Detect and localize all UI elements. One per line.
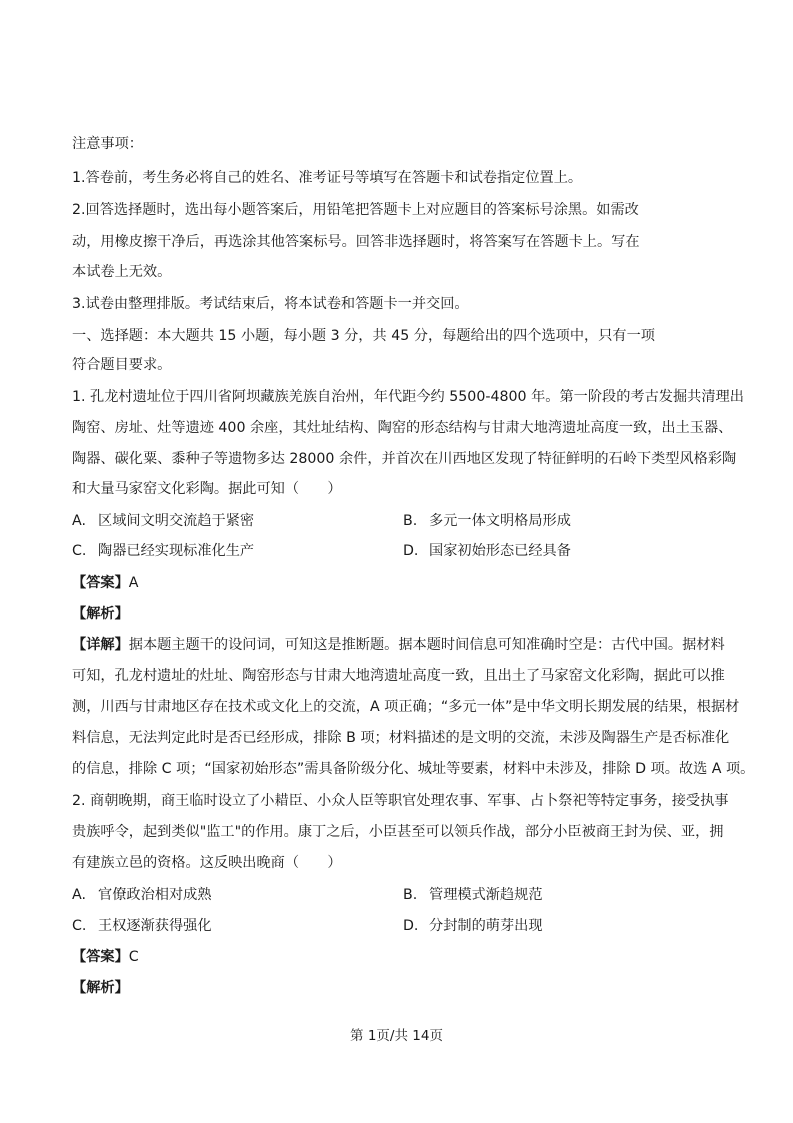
q1-detail (72, 635, 773, 655)
q1-stem: 陶窑、房址、灶等遗迹 400 余座，其灶址结构、陶窑的形态结构与甘肃大地湾遗址高度一致，出土玉器、 (72, 420, 733, 436)
q1-detail-line: 可知，孔龙村遗址的灶址、陶窑形态与甘肃大地湾遗址高度一致，且出土了马家窑文化彩陶，据此可以推 (72, 668, 725, 684)
notice-item: 2.回答选择题时，选出每小题答案后，用铅笔把答题卡上对应题目的答案标号涂黑。如需改 (72, 202, 639, 218)
option-label: A. (72, 513, 86, 529)
q2-stem: 贵族呼令，起到类似"监工"的作用。康丁之后，小臣甚至可以领兵作战，部分小臣被商王封为侯、亚，拥 (72, 824, 724, 840)
option-label: D. (403, 918, 419, 934)
q2-option-a (72, 885, 212, 905)
notice-item: 动，用橡皮擦干净后，再选涂其他答案标号。回答非选择题时，将答案写在答题卡上。写在 (72, 234, 640, 250)
notice-item: 3.试卷由整理排版。考试结束后，将本试卷和答题卡一并交回。 (72, 296, 469, 312)
q1-stem: 1. 孔龙村遗址位于四川省阿坝藏族羌族自治州，年代距今约 5500-4800 年。第一阶段的考古发掘共清理出 (72, 389, 744, 405)
option-text: 管理模式渐趋规范 (429, 887, 543, 903)
answer-tag: 【答案】 (72, 575, 129, 591)
q2-option-b (403, 885, 543, 905)
q2-answer (72, 947, 139, 967)
option-label: D. (403, 543, 419, 559)
q1-analysis-tag: 【解析】 (72, 606, 129, 622)
detail-text: 据本题主题干的设问词，可知这是推断题。据本题时间信息可知准确时空是：古代中国。据材料 (128, 637, 725, 653)
q1-answer (72, 573, 138, 593)
notice-title: 注意事项： (72, 136, 143, 152)
q1-detail-line: 的信息，排除 C 项；“国家初始形态”需具备阶级分化、城址等要素，材料中未涉及，排除 D 项。故选 A 项。 (72, 761, 755, 777)
q1-stem: 陶器、碳化粟、黍种子等遗物多达 28000 余件，并首次在川西地区发现了特征鲜明的石岭下类型风格彩陶 (72, 451, 737, 467)
answer-value: A (128, 575, 139, 591)
q2-analysis-tag: 【解析】 (72, 980, 129, 996)
option-text: 区域间文明交流趋于紧密 (98, 513, 255, 529)
section-heading: 一、选择题：本大题共 15 小题，每小题 3 分，共 45 分，每题给出的四个选项中，只有一项 (72, 328, 655, 344)
answer-value: C (128, 949, 139, 965)
q2-stem: 有建族立邑的资格。这反映出晚商（ ） (72, 855, 342, 871)
q2-stem: 2. 商朝晚期，商王临时设立了小耤臣、小众人臣等职官处理农事、军事、占卜祭祀等特定事务，接受执事 (72, 793, 729, 809)
answer-tag: 【答案】 (72, 949, 129, 965)
notice-item: 本试卷上无效。 (72, 264, 172, 280)
option-text: 陶器已经实现标准化生产 (98, 543, 255, 559)
option-label: B. (403, 887, 418, 903)
option-text: 王权逐渐获得强化 (98, 918, 212, 934)
q1-option-d (403, 541, 571, 561)
q1-stem: 和大量马家窑文化彩陶。据此可知（ ） (72, 481, 342, 497)
page-footer: 第 1页/共 14页 (350, 1028, 443, 1044)
option-text: 国家初始形态已经具备 (429, 543, 571, 559)
section-heading-cont: 符合题目要求。 (72, 357, 172, 373)
q1-option-b (403, 511, 571, 531)
q1-detail-line: 料信息，无法判定此时是否已经形成，排除 B 项；材料描述的是文明的交流，未涉及陶器生产是否标准化 (72, 730, 730, 746)
option-label: C. (72, 918, 87, 934)
option-label: C. (72, 543, 87, 559)
option-text: 官僚政治相对成熟 (98, 887, 212, 903)
option-label: B. (403, 513, 418, 529)
option-text: 分封制的萌芽出现 (429, 918, 543, 934)
q1-option-c (72, 541, 254, 561)
notice-item: 1.答卷前，考生务必将自己的姓名、准考证号等填写在答题卡和试卷指定位置上。 (72, 170, 583, 186)
q1-option-a (72, 511, 254, 531)
q1-detail-line: 测，川西与甘肃地区存在技术或文化上的交流，A 项正确；“多元一体”是中华文明长期发展的结果，根据材 (72, 699, 740, 715)
option-text: 多元一体文明格局形成 (429, 513, 571, 529)
option-label: A. (72, 887, 86, 903)
q2-option-c (72, 916, 212, 936)
detail-tag: 【详解】 (72, 637, 129, 653)
q2-option-d (403, 916, 543, 936)
